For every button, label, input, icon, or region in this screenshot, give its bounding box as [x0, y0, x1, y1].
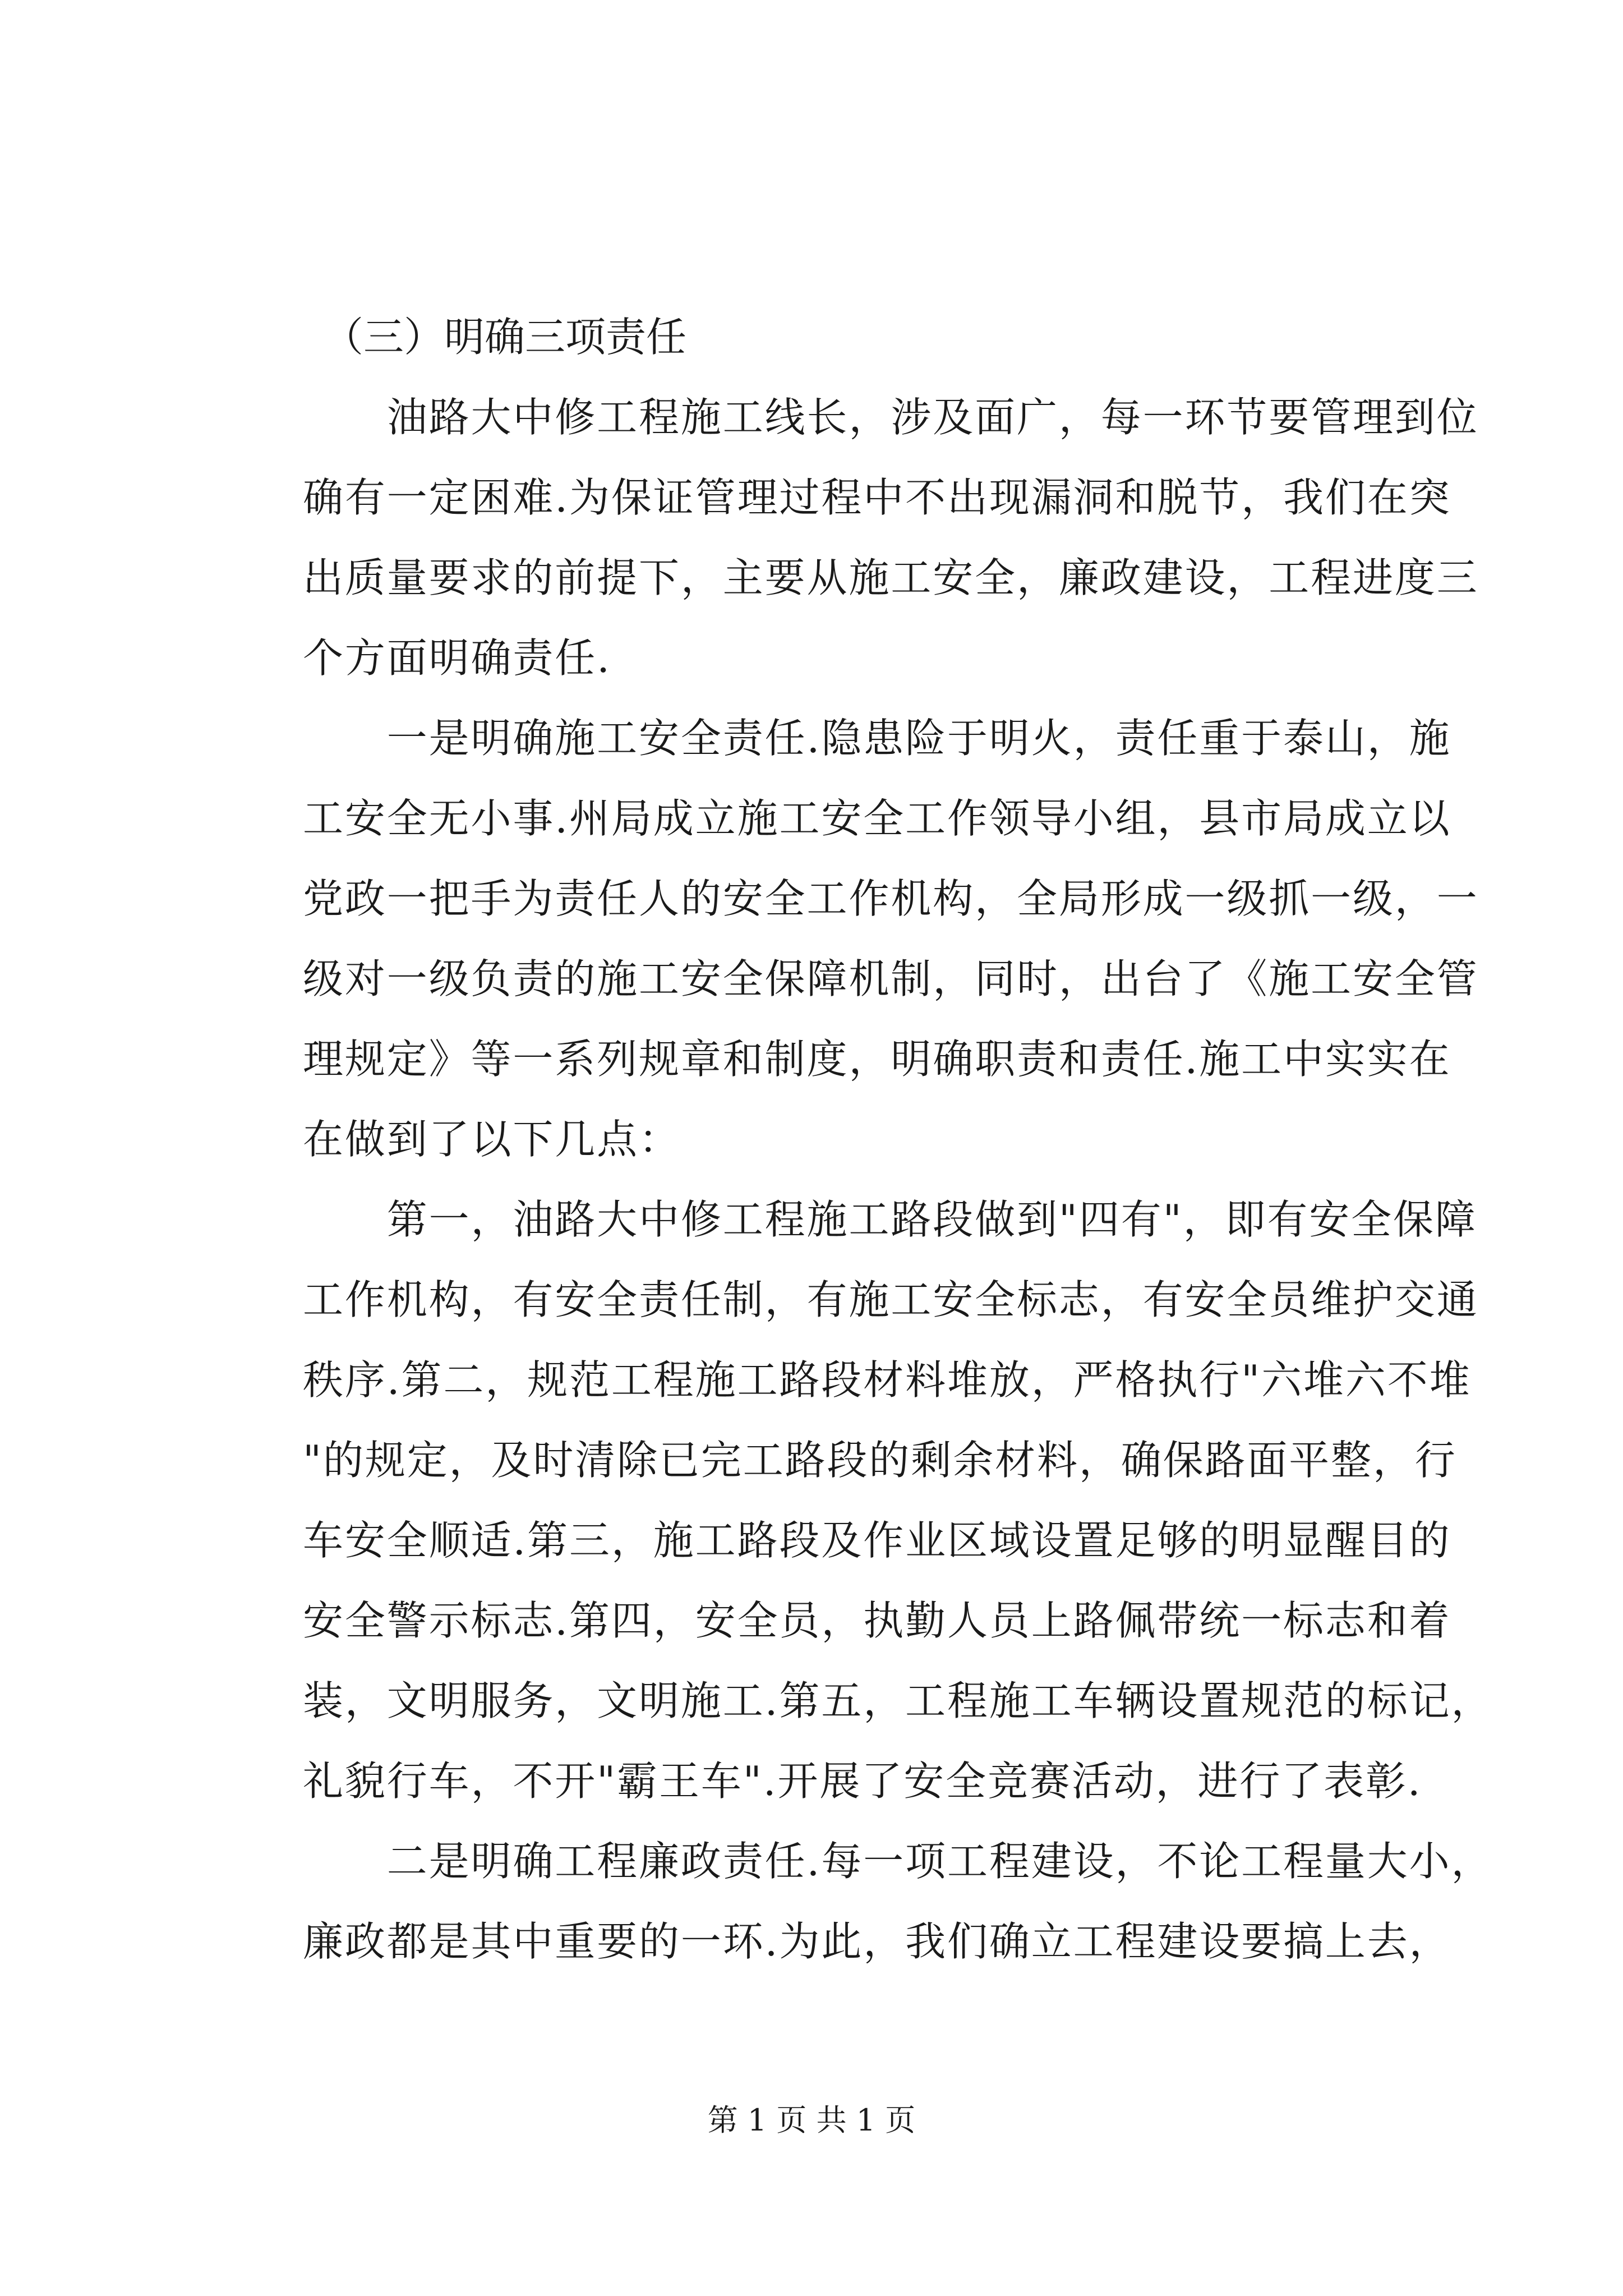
text-line: 在做到了以下几点：: [303, 1116, 681, 1163]
text-line: 级对一级负责的施工安全保障机制，同时，出台了《施工安全管: [303, 955, 1479, 1002]
page-footer: 第 1 页 共 1 页: [707, 2102, 916, 2138]
text-line: 廉政都是其中重要的一环.为此，我们确立工程建设要搞上去，: [303, 1918, 1451, 1965]
text-line: 确有一定困难.为保证管理过程中不出现漏洞和脱节，我们在突: [303, 474, 1451, 521]
text-line: 出质量要求的前提下，主要从施工安全，廉政建设，工程进度三: [303, 554, 1479, 601]
text-line: 工安全无小事.州局成立施工安全工作领导小组，县市局成立以: [303, 795, 1451, 842]
text-line: 秩序.第二，规范工程施工路段材料堆放，严格执行"六堆六不堆: [303, 1356, 1472, 1404]
text-line: 理规定》等一系列规章和制度，明确职责和责任.施工中实实在: [303, 1036, 1451, 1083]
text-line: 礼貌行车，不开"霸王车".开展了安全竞赛活动，进行了表彰.: [303, 1757, 1422, 1805]
text-line: 装，文明服务，文明施工.第五，工程施工车辆设置规范的标记，: [303, 1677, 1493, 1724]
text-line: 二是明确工程廉政责任.每一项工程建设，不论工程量大小，: [303, 1838, 1493, 1885]
text-line: 安全警示标志.第四，安全员，执勤人员上路佩带统一标志和着: [303, 1597, 1451, 1644]
text-line: 第一，油路大中修工程施工路段做到"四有"，即有安全保障: [303, 1196, 1477, 1243]
text-line: 个方面明确责任.: [303, 634, 611, 682]
text-line: 车安全顺适.第三，施工路段及作业区域设置足够的明显醒目的: [303, 1517, 1451, 1564]
text-line: 党政一把手为责任人的安全工作机构，全局形成一级抓一级，一: [303, 875, 1479, 922]
text-line: 工作机构，有安全责任制，有施工安全标志，有安全员维护交通: [303, 1276, 1479, 1323]
body-text: [303, 297, 1493, 1982]
text-line: 油路大中修工程施工线长，涉及面广，每一环节要管理到位: [303, 394, 1479, 441]
text-line: "的规定，及时清除已完工路段的剩余材料，确保路面平整，行: [303, 1437, 1457, 1484]
text-line: 一是明确施工安全责任.隐患险于明火，责任重于泰山，施: [303, 715, 1451, 762]
section-heading: （三）明确三项责任: [303, 314, 687, 361]
